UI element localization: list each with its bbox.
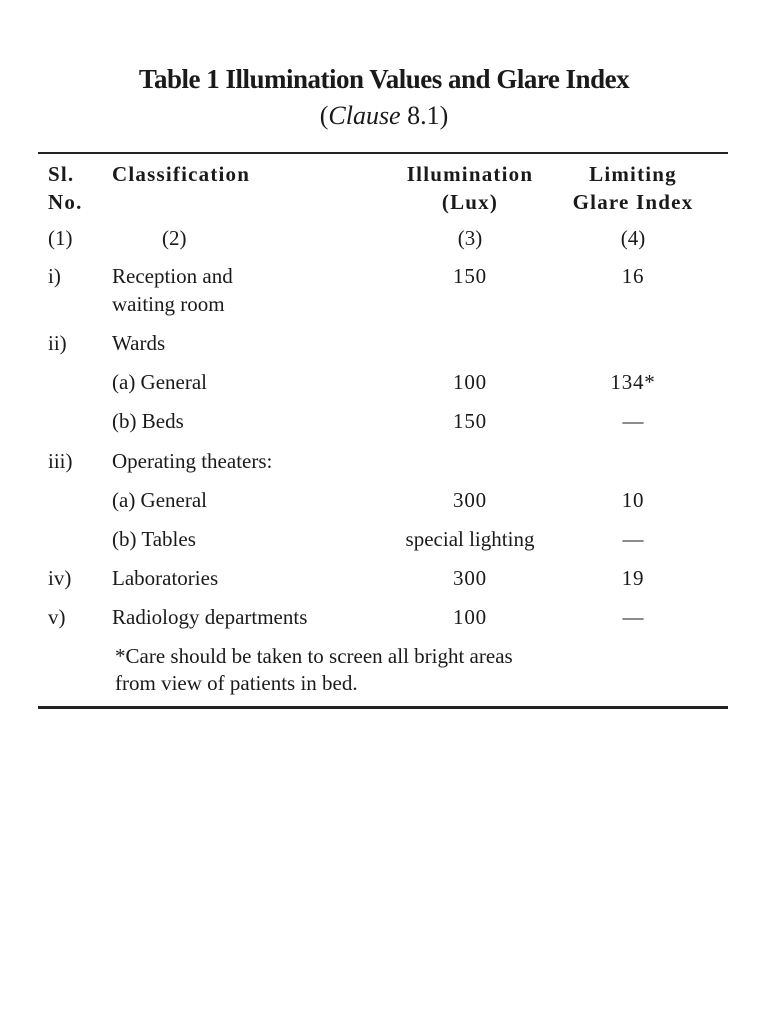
row-5-illumination: 100 bbox=[453, 605, 487, 629]
row-2a-glare: 134* bbox=[610, 370, 656, 394]
row-2a-illumination: 100 bbox=[453, 370, 487, 394]
row-1-illumination: 150 bbox=[453, 264, 487, 288]
row-1-classification: Reception and bbox=[112, 264, 233, 288]
col-number-1: (1) bbox=[48, 226, 73, 250]
row-2-num: ii) bbox=[48, 331, 67, 355]
row-2a-classification: (a) General bbox=[112, 370, 208, 394]
table-title: Table 1 Illumination Values and Glare Index bbox=[138, 64, 630, 94]
header-sl: Sl. bbox=[48, 162, 75, 186]
footnote-line-1: *Care should be taken to screen all bright areas bbox=[115, 644, 513, 668]
row-4-glare: 19 bbox=[621, 566, 645, 590]
row-3a-classification: (a) General bbox=[112, 488, 208, 512]
header-no: No. bbox=[48, 190, 83, 214]
row-3-num: iii) bbox=[48, 449, 73, 473]
row-4-illumination: 300 bbox=[453, 566, 487, 590]
col-number-4: (4) bbox=[620, 226, 646, 250]
row-2b-illumination: 150 bbox=[453, 409, 487, 433]
header-illumination: Illumination bbox=[406, 162, 534, 186]
col-number-2: (2) bbox=[162, 226, 187, 250]
row-2b-classification: (b) Beds bbox=[112, 409, 184, 433]
row-3a-illumination: 300 bbox=[453, 488, 487, 512]
row-5-num: v) bbox=[48, 605, 66, 629]
footnote-line-2: from view of patients in bed. bbox=[115, 671, 358, 695]
top-rule bbox=[38, 152, 728, 154]
row-4-classification: Laboratories bbox=[112, 566, 219, 590]
row-4-num: iv) bbox=[48, 566, 72, 590]
row-3b-glare: — bbox=[622, 527, 644, 551]
row-3-classification: Operating theaters: bbox=[112, 449, 273, 473]
subtitle-prefix: ( bbox=[319, 101, 329, 130]
row-3b-classification: (b) Tables bbox=[112, 527, 196, 551]
header-illumination-unit: (Lux) bbox=[441, 190, 499, 214]
row-5-classification: Radiology departments bbox=[112, 605, 308, 629]
row-3a-glare: 10 bbox=[621, 488, 645, 512]
header-glare-index: Glare Index bbox=[572, 190, 694, 214]
row-1-classification-cont: waiting room bbox=[112, 292, 225, 316]
subtitle-suffix: 8.1) bbox=[400, 101, 449, 130]
subtitle-clause: Clause bbox=[328, 101, 401, 130]
row-2-classification: Wards bbox=[112, 331, 166, 355]
row-5-glare: — bbox=[622, 605, 644, 629]
col-number-3: (3) bbox=[457, 226, 483, 250]
row-1-num: i) bbox=[48, 264, 61, 288]
header-classification: Classification bbox=[112, 162, 251, 186]
bottom-rule bbox=[38, 706, 728, 709]
row-1-glare: 16 bbox=[621, 264, 645, 288]
row-2b-glare: — bbox=[622, 409, 644, 433]
header-limiting: Limiting bbox=[589, 162, 677, 186]
row-3b-illumination: special lighting bbox=[405, 527, 535, 551]
table-subtitle bbox=[0, 101, 768, 131]
